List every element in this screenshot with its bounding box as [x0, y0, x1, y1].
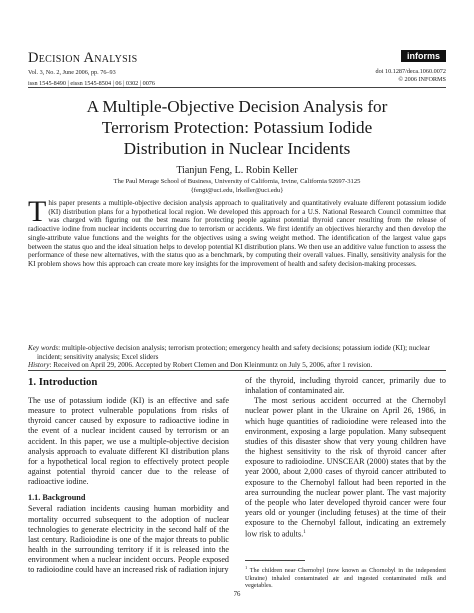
intro-paragraph: The use of potassium iodide (KI) is an effective and safe measure to protect vulnerable populations from risks of thyroid cancer caused by exposure to radioactive iodine in the event of a nuclear incident caused by terrorism or an accident. In this paper, we use a multiple-objective decision analysis approach to evaluate different KI distribution plans for a hypothetical local region to effectively protect people against potential thyroid cancer due to the release of radioactive iodine. — [28, 396, 229, 487]
journal-volume-info: Vol. 3, No. 2, June 2006, pp. 76–93 — [28, 69, 116, 76]
footnote-text: The children near Chernobyl (now known as Chornobyl in the independent Ukraine) inhaled contaminated air and ingested contaminated milk and vegetables. — [245, 567, 446, 590]
doi: doi 10.1287/deca.1060.0072 — [375, 68, 446, 75]
affiliation — [28, 178, 446, 195]
abstract-dropcap: T — [28, 195, 47, 228]
history-label: History — [28, 361, 50, 370]
doi-block — [376, 68, 446, 84]
right-paragraph-1: of the thyroid, including thyroid cancer, primarily due to inhalation of contaminated air. — [245, 376, 446, 396]
history-text: : Received on April 29, 2006. Accepted by Robert Clemen and Don Kleinmuntz on July 5, 2006, after 1 revision. — [49, 361, 373, 370]
author-emails: {fengt@uci.edu, lrkeller@uci.edu} — [190, 186, 284, 194]
header-rule — [28, 87, 446, 88]
copyright: © 2006 INFORMS — [398, 76, 446, 83]
title-line-1: A Multiple-Objective Decision Analysis for — [86, 97, 388, 116]
paper-title — [28, 96, 446, 159]
informs-logo-text: informs — [406, 51, 441, 61]
title-line-2: Terrorism Protection: Potassium Iodide — [101, 118, 373, 137]
abstract-text: his paper presents a multiple-objective decision analysis approach to qualitatively and quantitatively evaluate different potassium iodide (KI) distribution plans for a hypothetical local region. We developed this approach for a U.S. National Research Council committee that was charged with figuring out the best means for protecting people against potential thyroid cancer resulting from the release of radioactive iodine from nuclear incidents occurring due to terrorism or accidents. We first identify an objectives hierarchy and then develop the single-attribute value functions and the weights for the objectives using a swing weight method. The identification of the largest value gaps between the status quo and the ideal situation helps to develop potential KI distribution plans. We then use an additive value function to assess the performance of these new alternatives, with the status quo as a benchmark, by computing their overall values. Finally, sensitivity analysis for the KI problem shows how this approach can create more key insights for the improvement of health and safety decision-making processes. — [28, 199, 446, 268]
footnote-rule — [245, 560, 305, 561]
keywords-text: : multiple-objective decision analysis; terrorism protection; emergency health and safety decisions; potassium iodide (KI); nuclear incident; sensitivity analysis; Excel sliders — [37, 344, 430, 361]
footnote — [245, 564, 446, 590]
title-line-3: Distribution in Nuclear Incidents — [123, 139, 351, 158]
footnote-marker: 1 — [245, 565, 248, 570]
right-paragraph-2 — [245, 396, 446, 540]
affiliation-text: The Paul Merage School of Business, University of California, Irvine, California 92697-3125 — [113, 178, 361, 185]
history-line — [28, 361, 446, 370]
chernobyl-paragraph-text: The most serious accident occurred at the Chernobyl nuclear power plant in the Ukraine on April 26, 1986, in which huge quantities of radioiodine were released into the environment, exposing a large population. Many subsequent studies of this disaster show that very young children have the highest sensitivity to the risk of thyroid cancer after exposure to radioiodine. UNSCEAR (2000) states that by the year 2000, about 2,000 cases of thyroid cancer attributed to exposure to the Chernobyl fallout had been reported in the area surrounding the nuclear power plant. The vast majority of the people who later developed thyroid cancer were four years old or younger (including fetuses) at the time of their exposure to the Chernobyl fallout, indicating an extremely low risk to adults. — [245, 396, 446, 540]
journal-issn-info: issn 1545-8490 | eissn 1545-8504 | 06 | 0302 | 0076 — [28, 80, 155, 87]
journal-name: Decision Analysis — [28, 50, 138, 66]
left-column — [28, 376, 229, 576]
subsection-heading-background: 1.1. Background — [28, 493, 86, 503]
journal-header — [28, 50, 155, 88]
keywords-label: Key words — [28, 344, 59, 352]
section-heading-introduction: 1. Introduction — [28, 376, 98, 388]
abstract-rule — [28, 370, 446, 371]
paper-metadata — [28, 344, 446, 370]
authors: Tianjun Feng, L. Robin Keller — [176, 165, 298, 176]
background-paragraph: Several radiation incidents causing human morbidity and mortality occurred subsequent to the adoption of nuclear technologies to generate electricity in the second half of the last century. Radioiodine is one of the major threats to public health in the surrounding territory if it is released into the environment when a nuclear incident occurs. People exposed to radioiodine could have an increased risk of radiation injury — [28, 504, 229, 575]
keywords-line — [28, 344, 446, 361]
abstract — [28, 195, 446, 269]
right-column — [245, 376, 446, 540]
informs-logo — [401, 50, 446, 62]
footnote-reference[interactable]: 1 — [303, 530, 306, 536]
page-number: 76 — [233, 591, 241, 598]
